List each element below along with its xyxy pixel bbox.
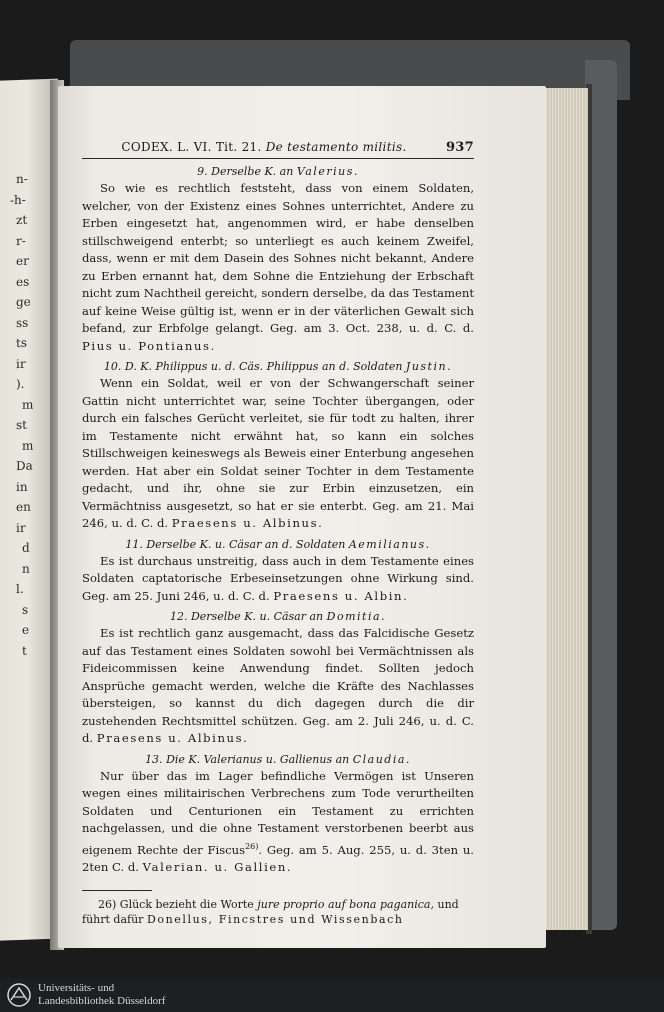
library-name[interactable]	[38, 982, 165, 1008]
left-page-fragment: m	[22, 396, 34, 412]
left-page-fragment: ge	[16, 294, 31, 310]
left-page-fragment: -h-	[10, 192, 26, 207]
left-page-fragment: s	[22, 602, 29, 617]
section-text: Es ist durchaus unstreitig, dass auch in dem Testamente eines Soldaten captatorische Erbeseinsetzungen ohne Wirkung sind. Geg. am 25. Juni 246, u. d. C. d. Praesens u. Albin.	[82, 553, 474, 603]
left-page-fragment: t	[22, 643, 27, 658]
footnote-marker: 26)	[98, 898, 117, 912]
section-text: Es ist rechtlich ganz ausgemacht, dass das Falcidische Gesetz auf das Testament eines Soldaten sowohl bei Vermächtnissen als Fideicommissen keine Anwendung findet. Sollten jedoch Ansprüche gemacht werden, welche die Kräfte des Nachlasses übersteigen, so kannst du dich dagegen durch die dir zustehenden Rechtsmittel schützen. Geg. am 2. Juli 246, u. d. C. d. Praesens u. Albinus.	[82, 626, 474, 745]
left-page-fragment: st	[16, 417, 27, 433]
section-date: Geg. am 2. Juli 246, u. d. C. d.	[82, 713, 474, 745]
left-page-fragment: er	[16, 253, 29, 269]
section-consuls: Pius u. Pontianus.	[82, 338, 216, 353]
footnote-reference[interactable]: 26)	[245, 841, 259, 851]
left-page-fragment: l.	[16, 581, 24, 597]
section-12	[82, 610, 474, 748]
section-heading: 9. Derselbe K. an Valerius.	[197, 165, 359, 178]
left-page-fragment: d	[22, 540, 30, 555]
left-page-fragment: in	[16, 479, 28, 494]
left-page-fragment: ir	[16, 356, 26, 371]
footnote-divider	[82, 890, 152, 891]
section-heading: 12. Derselbe K. u. Cäsar an Domitia.	[169, 610, 387, 623]
left-page-fragment: en	[16, 499, 31, 515]
left-page-fragment: ss	[16, 315, 29, 330]
title-reference: De testamento militis.	[265, 140, 407, 154]
left-page-fragment: m	[22, 437, 34, 453]
section-text: So wie es rechtlich feststeht, dass von einem Soldaten, welcher, von der Existenz eines Sohnes unterrichtet, Andere zu Erben eingesetzt hat, angenommen wird, er habe denselben stillschweigend enterbt; so unterliegt es auch keinem Zweifel, dass, wenn er mit dem Dasein des Sohnes nicht bekannt, Andere zu Erben ernannt hat, dem Sohne die Entziehung der Erbschaft nicht zum Nachtheil gereicht, sondern derselbe, da das Testament auf keine Weise gültig ist, wenn er in der väterlichen Gewalt sich befand, zur Erbfolge gelangt. Geg. am 3. Oct. 238, u. d. C. d. Pius u. Pontianus.	[82, 181, 474, 353]
ulb-logo-icon[interactable]	[6, 982, 32, 1008]
left-page-fragment: e	[22, 622, 30, 637]
codex-reference: CODEX. L. VI. Tit. 21.	[121, 140, 262, 154]
left-page-fragment: zt	[16, 212, 28, 228]
left-page-fragment: ts	[16, 335, 27, 351]
section-date: Geg. am 25. Juni 246, u. d. C. d.	[82, 588, 270, 603]
library-footer	[0, 978, 664, 1012]
left-page-fragment: ir	[16, 520, 26, 535]
section-10	[82, 360, 474, 533]
section-11	[82, 538, 474, 606]
left-page-fragment: es	[16, 274, 30, 289]
section-heading: 11. Derselbe K. u. Cäsar an d. Soldaten Aemilianus.	[125, 537, 431, 551]
left-page-fragment: Da	[16, 458, 33, 474]
section-consuls: Praesens u. Albinus.	[96, 731, 249, 745]
section-consuls: Praesens u. Albinus.	[171, 516, 324, 530]
footnote: 26) Glück bezieht die Worte jure proprio auf bona paganica, und führt dafür Donellus, Fincstres und Wissenbach	[82, 898, 459, 927]
left-page-fragment: r-	[16, 233, 26, 248]
library-name-line2: Landesbibliothek Düsseldorf	[38, 995, 166, 1007]
section-text: Wenn ein Soldat, weil er von der Schwangerschaft seiner Gattin nicht unterrichtet war, seine Tochter übergangen, oder durch ein falsches Gerücht verleitet, sie für todt zu halten, ihrer im Testamente nicht erwähnt hat, so kann ein solches Stillschweigen keineswegs als Beweis einer Enterbung angesehen werden. Hat aber ein Soldat seiner Tochter in dem Testamente gedacht, und ihr, ohne sie zur Erbin einzusetzen, ein Vermächtniss ausgesetzt, so hat er sie enterbt. Geg. am 21. Mai 246, u. d. C. d. Praesens u. Albinus.	[82, 376, 474, 530]
left-page-fragment: n	[22, 561, 30, 576]
page-number: 937	[445, 140, 474, 155]
section-9	[82, 165, 474, 355]
section-consuls: Praesens u. Albin.	[273, 588, 409, 603]
section-date: Geg. am 3. Oct. 238, u. d. C. d.	[270, 321, 474, 335]
section-date: Geg. am 21. Mai 246, u. d. C. d.	[82, 498, 474, 530]
left-page-fragment: ).	[16, 376, 25, 392]
section-heading: 10. D. K. Philippus u. d. Cäs. Philippus an d. Soldaten Justin.	[103, 360, 453, 373]
section-date: . Geg. am 5. Aug. 255, u. d. 3ten u. 2ten C. d.	[82, 842, 474, 874]
page-content	[82, 140, 474, 927]
section-text: Nur über das im Lager befindliche Vermögen ist Unseren wegen eines militairischen Verbrechens zum Tode verurtheilten Soldaten und Centurionen ein Testament zu errichten nachgelassen, und die ohne Testament verstorbenen beerbt aus eigenem Rechte der Fiscus$^{26)}$. Geg. am 5. Aug. 255, u. d. 3ten u. 2ten C. d. Valerian. u. Gallien.	[82, 768, 474, 874]
running-head	[82, 140, 474, 159]
left-page-fragment: n-	[16, 171, 28, 187]
page-edges	[540, 88, 588, 930]
library-name-line1: Universitäts- und	[38, 982, 115, 994]
section-heading: 13. Die K. Valerianus u. Gallienus an Claudia.	[145, 752, 411, 766]
section-consuls: Valerian. u. Gallien.	[142, 859, 293, 874]
section-13	[82, 753, 474, 877]
